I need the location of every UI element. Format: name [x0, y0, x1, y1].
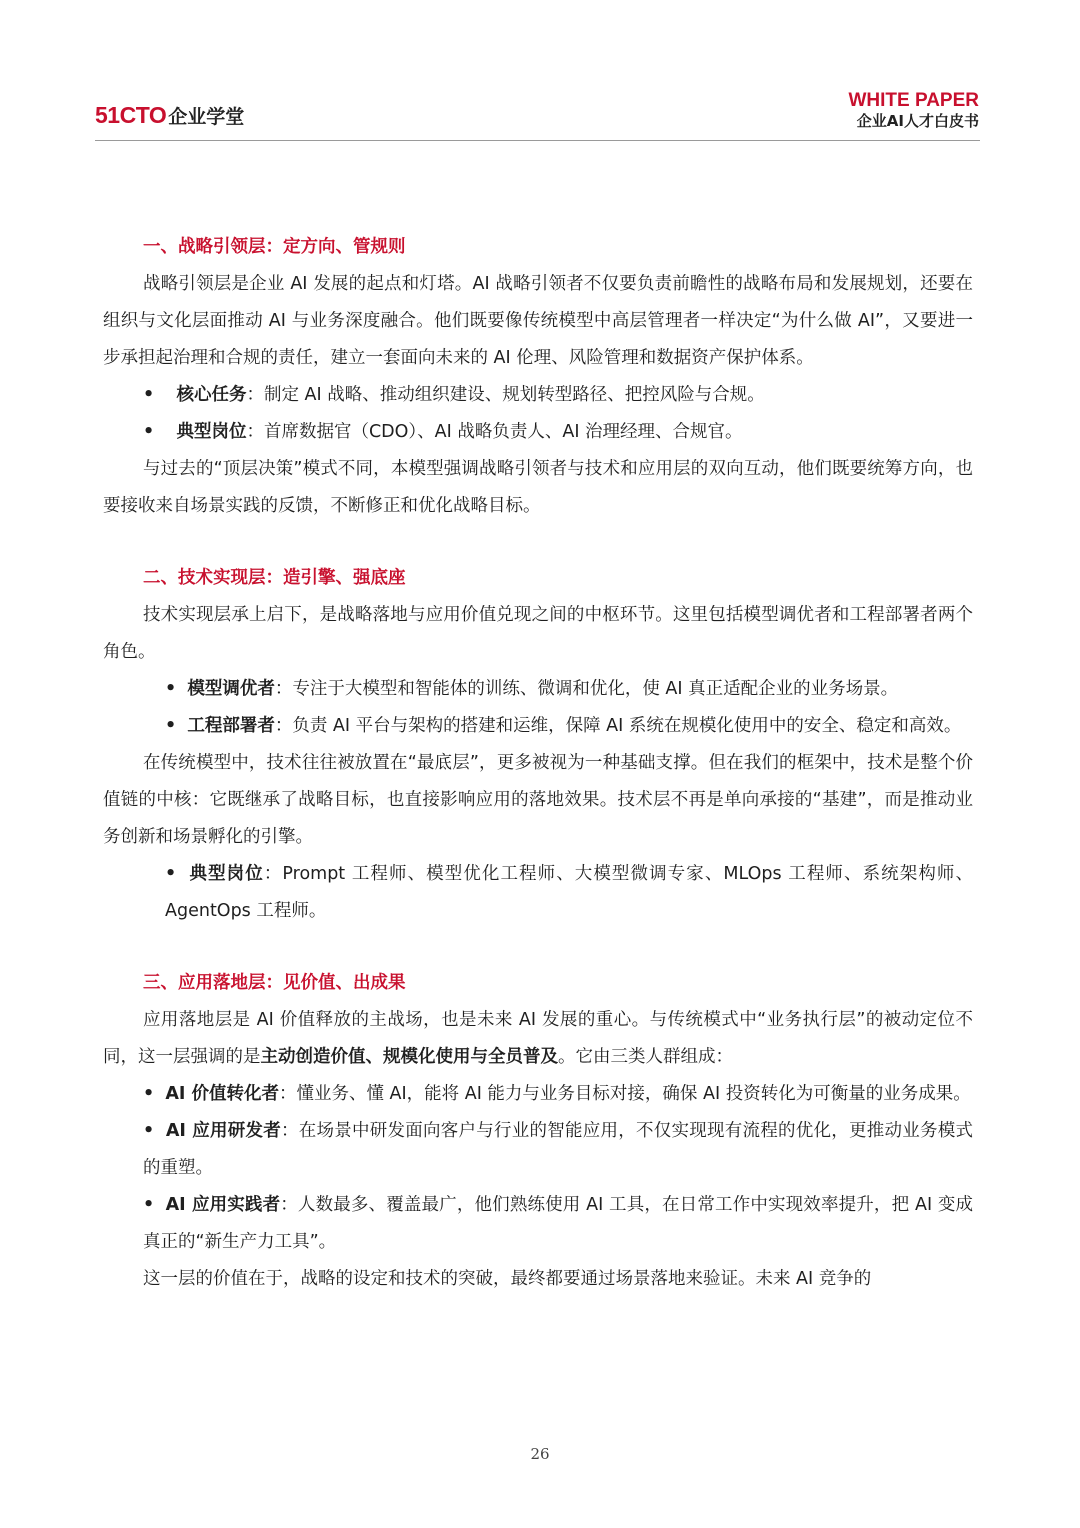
bullet-label: AI 应用实践者 [165, 1195, 281, 1215]
page-content [103, 229, 973, 1298]
bullet-dot: • [143, 1084, 155, 1104]
logo-subtitle: 企业学堂 [168, 105, 245, 128]
bullet-text: ：负责 AI 平台与架构的搭建和运维，保障 AI 系统在规模化使用中的安全、稳定和高效。 [274, 716, 962, 736]
bullet-text: ：首席数据官（CDO）、AI 战略负责人、AI 治理经理、合规官。 [246, 422, 743, 442]
bullet-item [103, 671, 973, 708]
section-heading-technology: 二、技术实现层：造引擎、强底座 [143, 568, 406, 588]
white-paper-label [848, 90, 979, 131]
logo-brand: 51CTO [95, 101, 167, 128]
section-heading-strategy: 一、战略引领层：定方向、管规则 [143, 237, 406, 257]
bullet-item [103, 856, 973, 930]
bullet-label: 核心任务 [176, 385, 247, 405]
header-divider [95, 140, 980, 141]
bullet-text: ：专注于大模型和智能体的训练、微调和优化，使 AI 真正适配企业的业务场景。 [274, 679, 899, 699]
section-paragraph [103, 1002, 973, 1076]
paragraph-text: 应用落地层是 AI 价值释放的主战场，也是未来 AI 发展的重心。与传统模式中“业务执行层”的被动定位不同，这一层强调的是 [103, 1010, 973, 1067]
white-paper-subtitle: 企业AI人才白皮书 [856, 112, 979, 130]
bullet-dot: • [143, 422, 155, 442]
paragraph-emphasis: 主动创造价值、规模化使用与全员普及 [260, 1047, 558, 1067]
bullet-item [103, 1187, 973, 1261]
bullet-label: AI 价值转化者 [165, 1084, 279, 1104]
section-heading-application: 三、应用落地层：见价值、出成果 [143, 973, 406, 993]
bullet-text: ：制定 AI 战略、推动组织建设、规划转型路径、把控风险与合规。 [246, 385, 765, 405]
section-paragraph: 与过去的“顶层决策”模式不同，本模型强调战略引领者与技术和应用层的双向互动，他们既要统筹方向，也要接收来自场景实践的反馈，不断修正和优化战略目标。 [103, 459, 973, 516]
bullet-text: ：在场景中研发面向客户与行业的智能应用，不仅实现现有流程的优化，更推动业务模式的重塑。 [143, 1121, 973, 1178]
bullet-dot: • [143, 385, 155, 405]
section-paragraph: 在传统模型中，技术往往被放置在“最底层”，更多被视为一种基础支撑。但在我们的框架中，技术是整个价值链的中核：它既继承了战略目标，也直接影响应用的落地效果。技术层不再是单向承接的“基建”，而是推动业务创新和场景孵化的引擎。 [103, 753, 973, 847]
bullet-dot: • [165, 864, 177, 884]
bullet-item [103, 708, 973, 745]
bullet-text: ：人数最多、覆盖最广，他们熟练使用 AI 工具，在日常工作中实现效率提升，把 AI 变成真正的“新生产力工具”。 [143, 1195, 973, 1252]
bullet-dot: • [143, 1121, 155, 1141]
logo [95, 100, 244, 130]
bullet-dot: • [165, 679, 177, 699]
bullet-label: 典型岗位 [189, 864, 264, 884]
bullet-dot: • [143, 1195, 155, 1215]
bullet-item [103, 414, 973, 451]
bullet-text: ：Prompt 工程师、模型优化工程师、大模型微调专家、MLOps 工程师、系统架构师、AgentOps 工程师。 [165, 864, 973, 921]
bullet-dot: • [165, 716, 177, 736]
paragraph-text: 。它由三类人群组成： [558, 1047, 733, 1067]
bullet-text: ：懂业务、懂 AI，能将 AI 能力与业务目标对接，确保 AI 投资转化为可衡量的业务成果。 [278, 1084, 971, 1104]
section-paragraph: 技术实现层承上启下，是战略落地与应用价值兑现之间的中枢环节。这里包括模型调优者和工程部署者两个角色。 [103, 605, 973, 662]
bullet-label: 典型岗位 [176, 422, 247, 442]
bullet-label: 工程部署者 [187, 716, 275, 736]
bullet-item [103, 377, 973, 414]
section-paragraph: 这一层的价值在于，战略的设定和技术的突破，最终都要通过场景落地来验证。未来 AI 竞争的 [143, 1269, 872, 1289]
white-paper-title: WHITE PAPER [848, 90, 979, 111]
bullet-label: 模型调优者 [187, 679, 275, 699]
page-number: 26 [530, 1445, 550, 1463]
section-paragraph: 战略引领层是企业 AI 发展的起点和灯塔。AI 战略引领者不仅要负责前瞻性的战略布局和发展规划，还要在组织与文化层面推动 AI 与业务深度融合。他们既要像传统模型中高层管理者一样决定“为什么做 AI”，又要进一步承担起治理和合规的责任，建立一套面向未来的 AI 伦理、风险管理和数据资产保护体系。 [103, 274, 973, 368]
bullet-item [103, 1113, 973, 1187]
bullet-item [103, 1076, 973, 1113]
bullet-label: AI 应用研发者 [165, 1121, 281, 1141]
